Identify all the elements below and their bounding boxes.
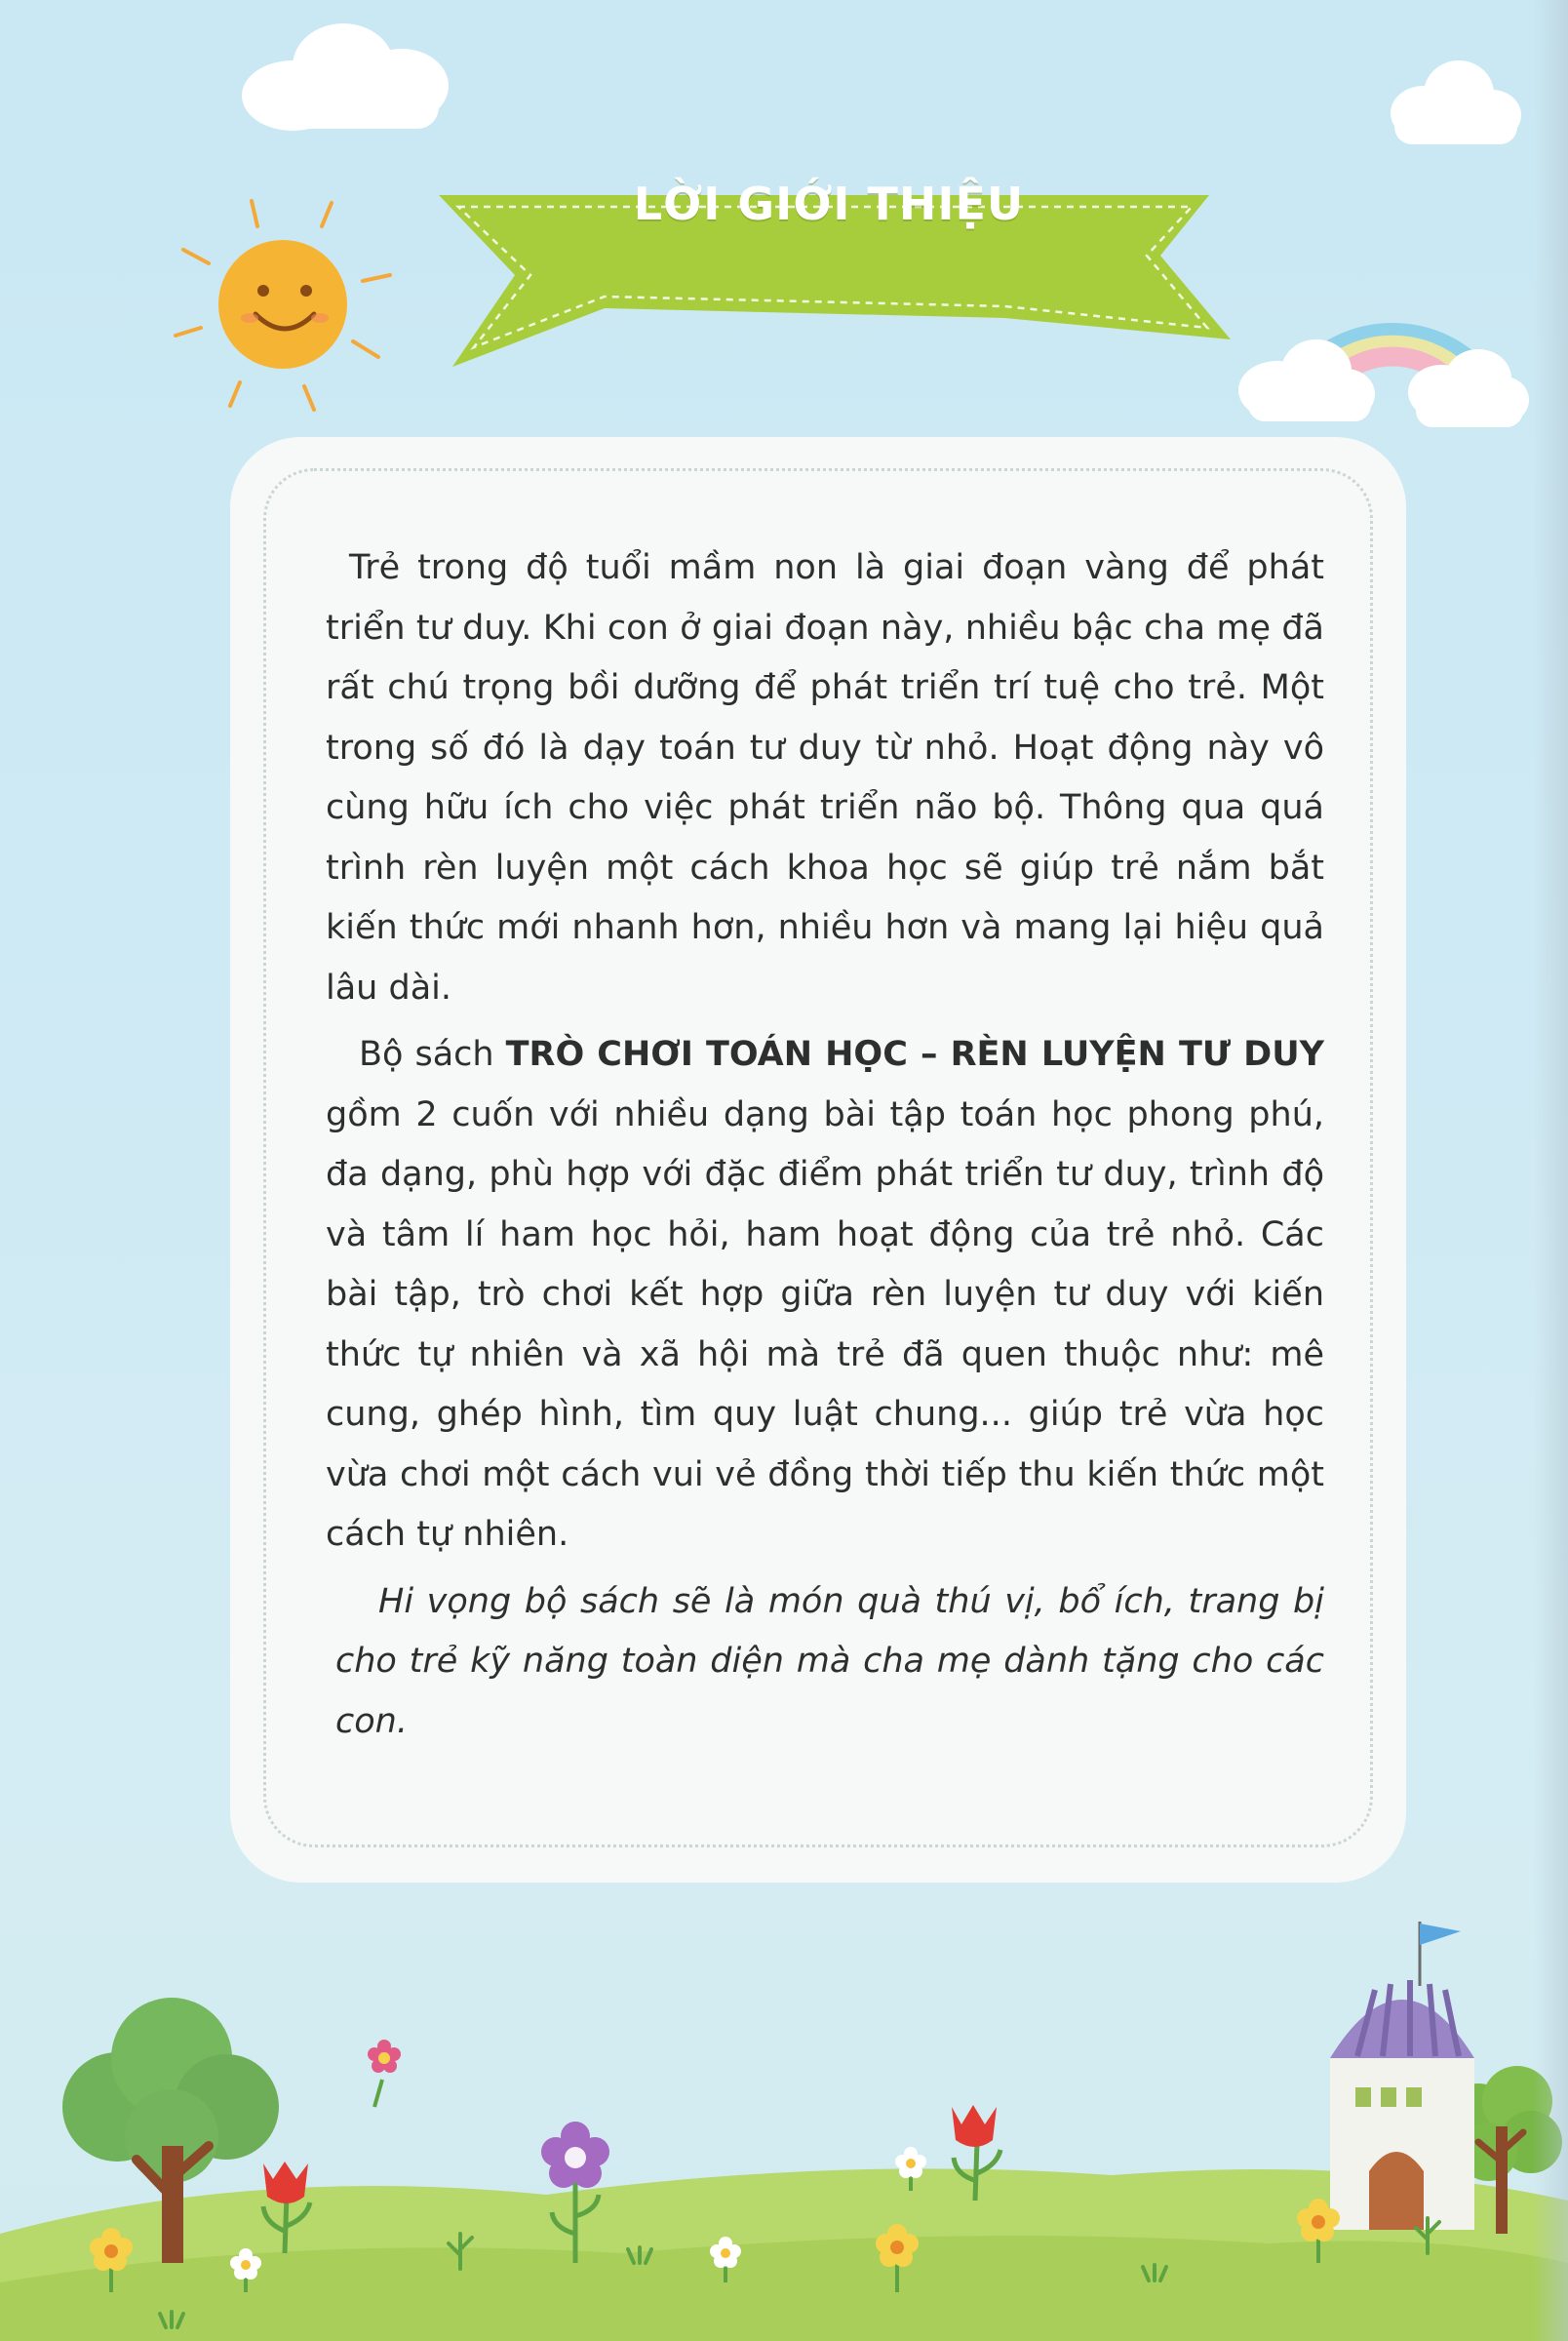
cloud-icon xyxy=(1391,60,1521,144)
cloud-icon xyxy=(242,23,449,131)
castle-icon xyxy=(1330,1922,1474,2230)
intro-paragraph-1: Trẻ trong độ tuổi mầm non là giai đoạn vàng để phát triển tư duy. Khi con ở giai đoạn này, nhiều bậc cha mẹ đã rất chú trọng bồi dưỡng để phát triển trí tuệ cho trẻ. Một trong số đó là dạy toán tư duy từ nhỏ. Hoạt động này vô cùng hữu ích cho việc phát triển não bộ. Thông qua quá trình rèn luyện một cách khoa học sẽ giúp trẻ nắm bắt kiến thức mới nhanh hơn, nhiều hơn và mang lại hiệu quả lâu dài. xyxy=(326,548,1324,1008)
page-title: LỜI GIỚI THIỆU xyxy=(633,178,1025,230)
page-edge-shadow xyxy=(1533,0,1568,2341)
intro-paragraph-2-rest: gồm 2 cuốn với nhiều dạng bài tập toán học phong phú, đa dạng, phù hợp với đặc điểm phát triển tư duy, trình độ và tâm lí ham học hỏi, ham hoạt động của trẻ nhỏ. Các bài tập, trò chơi kết hợp giữa rèn luyện tư duy với kiến thức tự nhiên và xã hội mà trẻ đã quen thuộc như: mê cung, ghép hình, tìm quy luật chung... giúp trẻ vừa học vừa chơi một cách vui vẻ đồng thời tiếp thu kiến thức một cách tự nhiên. xyxy=(326,1094,1324,1554)
daisy-icon xyxy=(368,2040,401,2107)
sun-icon xyxy=(176,201,390,410)
intro-paragraph-3: Hi vọng bộ sách sẽ là món quà thú vị, bổ ích, trang bị cho trẻ kỹ năng toàn diện mà cha mẹ dành tặng cho các con. xyxy=(335,1581,1324,1741)
series-title: TRÒ CHƠI TOÁN HỌC – RÈN LUYỆN TƯ DUY xyxy=(505,1035,1324,1074)
intro-text xyxy=(326,538,1324,1759)
intro-paragraph-2 xyxy=(326,1025,1324,1566)
flag-icon xyxy=(1420,1924,1461,1945)
intro-paragraph-2-prefix: Bộ sách xyxy=(359,1035,494,1074)
